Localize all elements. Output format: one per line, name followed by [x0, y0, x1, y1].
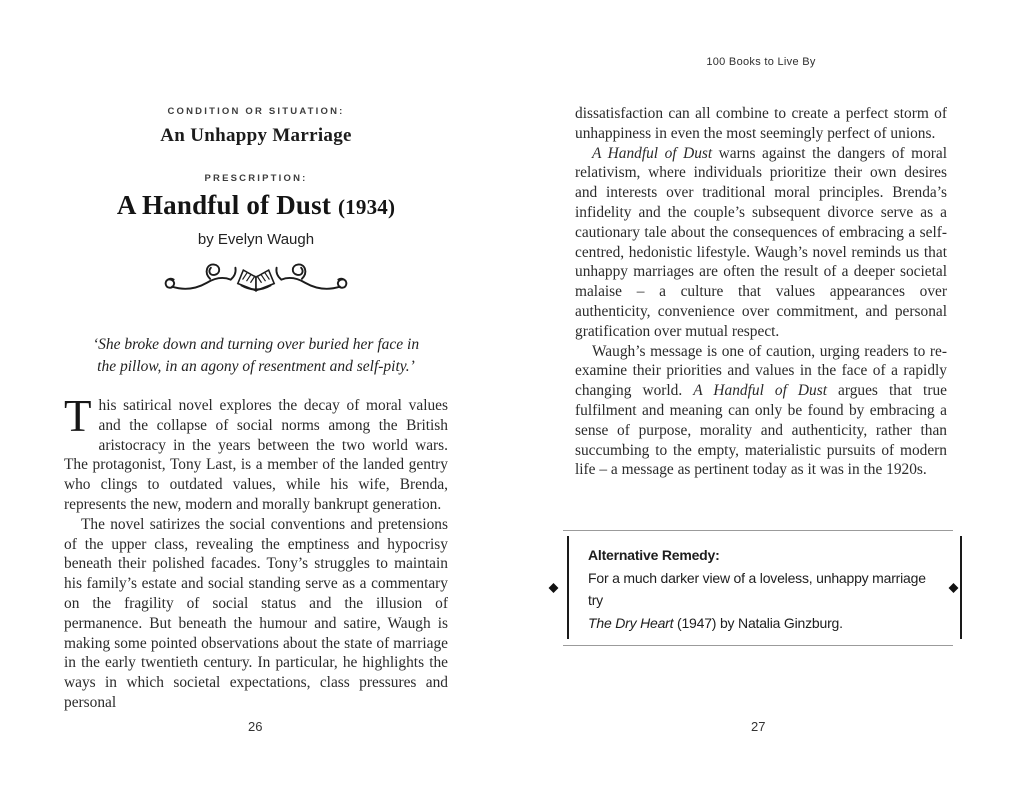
open-book-flourish-icon	[161, 258, 351, 298]
diamond-icon	[549, 583, 559, 593]
paragraph-text: his satirical novel explores the decay of moral values and the collapse of social norms among the British aristocracy in the years between the two world wars. The protagonist, Tony Last, is a member of the landed gentry who clings to outdated values, while his wife, Brenda, represents the new, modern and morally bankrupt generation.	[64, 397, 448, 513]
remedy-book-title: The Dry Heart	[588, 614, 674, 631]
page-number-left: 26	[248, 719, 263, 734]
condition-label: CONDITION OR SITUATION:	[167, 106, 345, 117]
remedy-text	[588, 544, 943, 634]
right-page	[575, 56, 947, 646]
open-book-glyph	[238, 270, 274, 291]
page-number-right: 27	[751, 719, 766, 734]
drop-cap: T	[64, 391, 92, 441]
paragraph-text: dissatisfaction can all combine to create a perfect storm of unhappiness in even the most seemingly perfect of unions.	[575, 105, 947, 142]
prescription-label: PRESCRIPTION:	[204, 173, 308, 184]
pull-quote-line1: ‘She broke down and turning over buried her face in	[92, 336, 420, 353]
box-right-rule	[960, 536, 962, 639]
book-title-mention: A Handful of Dust	[693, 382, 827, 400]
diamond-icon	[949, 583, 959, 593]
condition-title: An Unhappy Marriage	[160, 125, 352, 146]
left-page	[64, 106, 448, 713]
pull-quote-line2: the pillow, in an agony of resentment and self-pity.’	[97, 358, 415, 375]
remedy-rest: (1947) by Natalia Ginzburg.	[673, 614, 843, 631]
body-paragraph	[64, 515, 448, 713]
pull-quote	[64, 334, 448, 378]
body-paragraph	[64, 391, 448, 515]
body-paragraph	[575, 104, 947, 144]
running-header: 100 Books to Live By	[706, 56, 816, 68]
remedy-heading: Alternative Remedy:	[588, 547, 720, 564]
left-body-text	[64, 391, 448, 713]
remedy-line: For a much darker view of a loveless, unhappy marriage try	[588, 569, 926, 609]
byline: by Evelyn Waugh	[197, 231, 315, 248]
right-body-text	[575, 104, 947, 480]
box-left-rule	[567, 536, 569, 639]
book-title-text: A Handful of Dust	[116, 190, 332, 220]
paragraph-text: argues that true fulfilment and meaning can only be found by embracing a sense of purpose, morality and authenticity, rather than succumbing to the empty, materialistic pursuits of modern life – a message as pertinent today as it was in the 1920s.	[575, 382, 947, 479]
alternative-remedy-box	[563, 530, 953, 646]
book-year: (1934)	[337, 195, 396, 219]
book-title-mention: A Handful of Dust	[592, 144, 713, 162]
paragraph-text: warns against the dangers of moral relativism, where individuals prioritize their own desires and interests over traditional moral principles. Brenda’s infidelity and the couple’s subsequent divorce serve as a cautionary tale about the consequences of embracing a self-centred, hedonistic lifestyle. Waugh’s novel reminds us that unhappy marriages are often the result of a deeper societal malaise – a culture that values appearances over authenticity, convenience over commitment, and personal gratification over mutual respect.	[575, 144, 947, 340]
paragraph-text: Waugh’s message is one of caution, urging readers to re-examine their priorities and values in the face of a rapidly changing world.	[575, 342, 947, 400]
body-paragraph	[575, 342, 947, 481]
book-title	[64, 189, 448, 223]
body-paragraph	[575, 144, 947, 342]
ornament-wrap	[64, 258, 448, 298]
paragraph-text: The novel satirizes the social conventions and pretensions of the upper class, revealing the emptiness and hypocrisy beneath their polished facades. Tony’s struggles to maintain his family’s estate and social standing serve as a commentary on the fragility of social status and the illusion of permanence. But beneath the humour and satire, Waugh is making some pointed observations about the state of marriage in the early twentieth century. In particular, he highlights the ways in which societal expectations, class pressures and personal	[64, 515, 448, 711]
